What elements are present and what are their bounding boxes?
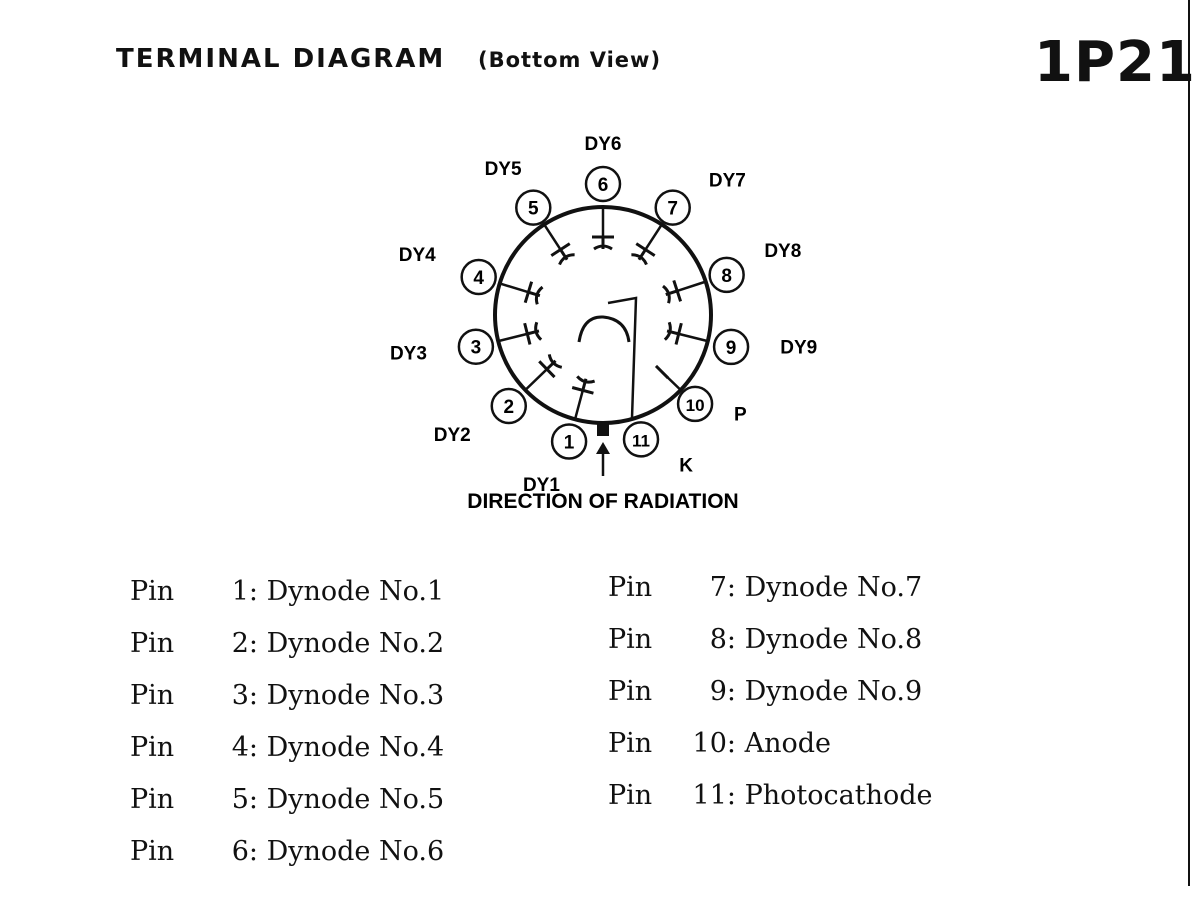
lead-wire — [679, 334, 708, 341]
pin-word: Pin — [608, 676, 653, 707]
pin-description: Anode — [744, 728, 831, 759]
pin-word: Pin — [130, 680, 175, 711]
pin-row — [608, 666, 933, 718]
pin-label: DY9 — [780, 337, 818, 359]
pin-list-right — [608, 562, 933, 822]
key-notch — [597, 423, 609, 436]
pin-number: 1: — [231, 576, 258, 607]
pin-label: DY1 — [522, 475, 560, 497]
lead-wire — [544, 224, 560, 249]
pin-list-left — [130, 566, 444, 878]
pin-number: 2: — [231, 628, 258, 659]
dynode-symbol — [572, 376, 596, 393]
pin-word: Pin — [130, 836, 175, 867]
pin-label: K — [679, 455, 694, 477]
pin-number: 4: — [231, 732, 258, 763]
pin-description: Dynode No.2 — [266, 628, 445, 659]
pin-description: Dynode No.1 — [266, 576, 445, 607]
pin-row — [130, 566, 444, 618]
dynode-shape — [525, 320, 542, 344]
dynode-shape — [592, 237, 614, 249]
pin-number: 10 — [685, 395, 705, 415]
pin-word: Pin — [130, 732, 175, 763]
dynode-symbol — [662, 280, 680, 305]
lead-wire — [498, 334, 527, 341]
lead-wire — [525, 369, 547, 390]
lead-wire — [677, 282, 706, 291]
lead-wire — [575, 390, 583, 419]
pin-number: 7: — [709, 572, 736, 603]
pin-number: 7 — [667, 198, 679, 220]
pin-word: Pin — [608, 624, 653, 655]
dynode-symbol — [525, 282, 543, 307]
direction-label: DIRECTION OF RADIATION — [467, 490, 739, 513]
pin-row — [130, 826, 444, 878]
pin-description: Dynode No.6 — [266, 836, 445, 867]
pin-number: 2 — [503, 397, 515, 419]
pin-description: Dynode No.5 — [266, 784, 445, 815]
dynode-shape — [662, 280, 680, 305]
pin-number: 9: — [709, 676, 736, 707]
pin-number: 10: — [692, 728, 736, 759]
pin-row — [608, 614, 933, 666]
pin-label: DY3 — [389, 343, 427, 365]
pin-label: P — [733, 404, 747, 426]
dynode-symbol — [664, 320, 681, 344]
dynode-shape — [551, 244, 576, 266]
pin-word: Pin — [608, 572, 653, 603]
pin-label: DY2 — [433, 425, 471, 447]
pin-label: DY7 — [708, 170, 746, 192]
terminal-diagram — [380, 120, 840, 540]
photocathode-plate — [608, 298, 636, 418]
pin-description: Dynode No.7 — [744, 572, 923, 603]
pin-number: 11: — [692, 780, 736, 811]
pin-row — [130, 618, 444, 670]
dynode-shape — [664, 320, 681, 344]
pin-word: Pin — [130, 576, 175, 607]
pin-row — [130, 774, 444, 826]
pin-row — [130, 722, 444, 774]
dynode-shape — [630, 244, 655, 266]
radiation-arrow-head — [596, 442, 610, 454]
dynode-symbol — [630, 244, 655, 266]
pin-number: 8: — [709, 624, 736, 655]
pin-number: 6 — [597, 175, 609, 196]
pin-number: 1 — [563, 432, 575, 454]
pin-label: DY6 — [584, 134, 622, 155]
photocathode-arc — [579, 317, 629, 342]
lead-wire — [645, 224, 661, 249]
pin-label: DY4 — [398, 245, 436, 267]
pin-label: DY5 — [484, 159, 522, 181]
pin-description: Dynode No.8 — [744, 624, 923, 655]
dynode-symbol — [551, 244, 576, 266]
diagram-title: TERMINAL DIAGRAM — [116, 44, 446, 74]
pin-number: 3: — [231, 680, 258, 711]
pin-description: Photocathode — [744, 780, 933, 811]
diagram-subtitle: (Bottom View) — [478, 48, 662, 72]
pin-number: 5 — [527, 198, 539, 220]
pin-number: 11 — [632, 431, 651, 451]
pin-number: 8 — [721, 265, 732, 287]
pin-row — [608, 718, 933, 770]
pin-number: 5: — [231, 784, 258, 815]
dynode-symbol — [525, 320, 542, 344]
pin-description: Dynode No.3 — [266, 680, 445, 711]
dynode-shape — [525, 282, 543, 307]
pin-description: Dynode No.4 — [266, 732, 445, 763]
dynode-symbol — [592, 237, 614, 249]
pin-row — [130, 670, 444, 722]
diagram-layer — [390, 134, 817, 496]
pin-number: 9 — [725, 337, 737, 359]
pin-number: 3 — [470, 337, 482, 359]
lead-wire — [500, 283, 529, 292]
pin-description: Dynode No.9 — [744, 676, 923, 707]
pin-word: Pin — [608, 780, 653, 811]
pin-number: 6: — [231, 836, 258, 867]
frame-edge — [1188, 0, 1190, 886]
pin-row — [608, 770, 933, 822]
pin-label: DY8 — [764, 240, 802, 262]
pin-row — [608, 562, 933, 614]
pin-word: Pin — [130, 628, 175, 659]
pin-word: Pin — [130, 784, 175, 815]
pin-number: 4 — [473, 267, 484, 289]
pin-word: Pin — [608, 728, 653, 759]
anode-symbol — [656, 366, 668, 378]
tube-model: 1P21 — [1034, 30, 1196, 95]
dynode-shape — [572, 376, 596, 393]
